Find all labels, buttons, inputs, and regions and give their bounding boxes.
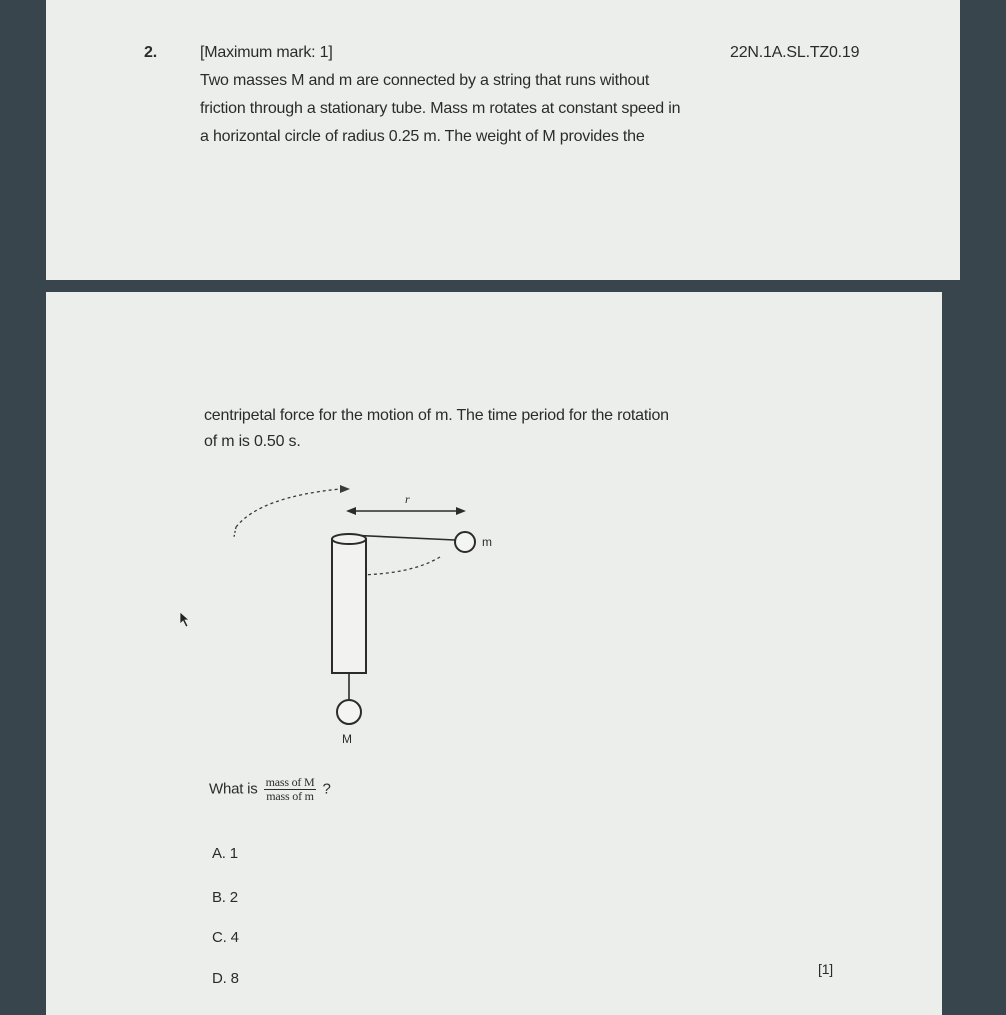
radius-arrow-left-head bbox=[346, 507, 356, 515]
radius-label: r bbox=[405, 492, 410, 506]
question-text-line-2: friction through a stationary tube. Mass m rotates at constant speed in bbox=[200, 100, 681, 117]
question-text-line-5: of m is 0.50 s. bbox=[204, 433, 301, 450]
radius-arrow-right-head bbox=[456, 507, 466, 515]
circular-path-edge bbox=[234, 527, 236, 537]
question-text-line-4: centripetal force for the motion of m. The time period for the rotation bbox=[204, 407, 669, 424]
path-arrow-head-back bbox=[340, 485, 350, 493]
mass-ratio-fraction bbox=[264, 776, 317, 803]
total-marks: [1] bbox=[818, 961, 833, 977]
question-number: 2. bbox=[144, 44, 157, 61]
question-text-line-1: Two masses M and m are connected by a string that runs without bbox=[200, 72, 650, 89]
large-mass-circle bbox=[337, 700, 361, 724]
question-code: 22N.1A.SL.TZ0.19 bbox=[730, 44, 860, 61]
fraction-denominator: mass of m bbox=[266, 789, 314, 803]
prompt-prefix: What is bbox=[209, 780, 258, 798]
option-c[interactable]: C. 4 bbox=[212, 929, 239, 946]
option-b[interactable]: B. 2 bbox=[212, 889, 238, 906]
mouse-pointer-icon bbox=[178, 610, 194, 630]
circular-path-back bbox=[236, 489, 340, 527]
tube-masses-diagram bbox=[220, 475, 520, 750]
fraction-numerator: mass of M bbox=[265, 775, 315, 789]
stationary-tube bbox=[332, 539, 366, 673]
small-mass-label: m bbox=[482, 535, 492, 549]
small-mass-circle bbox=[455, 532, 475, 552]
large-mass-label: M bbox=[342, 732, 352, 746]
maximum-mark: [Maximum mark: 1] bbox=[200, 44, 333, 61]
prompt-suffix: ? bbox=[322, 780, 331, 798]
tube-top-opening bbox=[332, 534, 366, 544]
question-prompt bbox=[209, 776, 331, 803]
option-d[interactable]: D. 8 bbox=[212, 970, 239, 987]
option-a[interactable]: A. 1 bbox=[212, 845, 238, 862]
question-text-line-3: a horizontal circle of radius 0.25 m. The weight of M provides the bbox=[200, 128, 645, 145]
